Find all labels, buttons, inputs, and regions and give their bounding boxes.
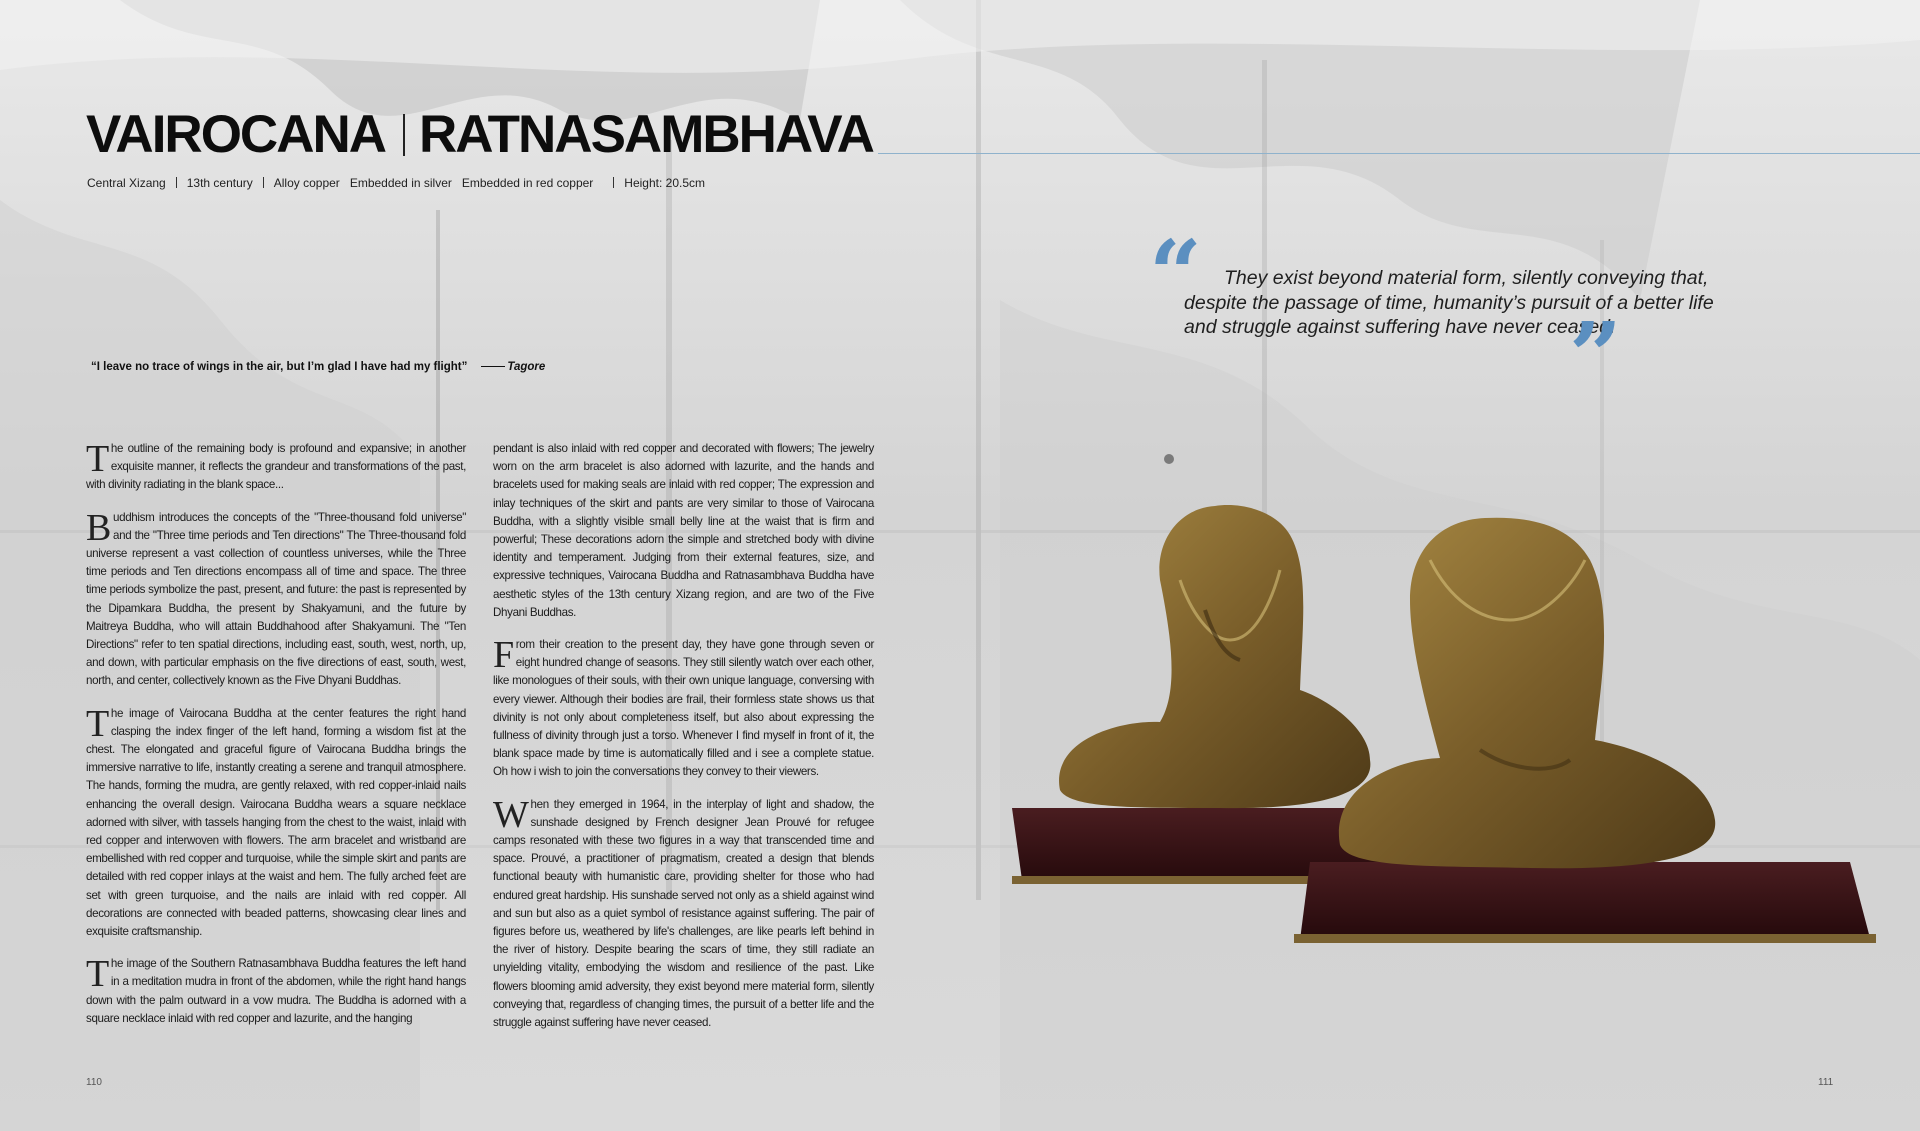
meta-embed-silver: Embedded in silver xyxy=(349,176,452,190)
meta-region: Central Xizang xyxy=(87,176,166,190)
meta-divider xyxy=(613,177,614,188)
artifact-meta xyxy=(87,176,705,190)
drop-cap: B xyxy=(86,506,111,549)
paragraph-text: he outline of the remaining body is profound and expansive; in another exquisite manner, it reflects the grandeur and transformations of the past, with divinity radiating in the blank space... xyxy=(86,442,466,492)
body-paragraph xyxy=(86,955,466,1028)
title-rule xyxy=(878,153,1920,154)
meta-height: Height: 20.5cm xyxy=(624,176,706,190)
paragraph-text: uddhism introduces the concepts of the "Three-thousand fold universe" and the "Three time periods and Ten directions" The Three-thousand fold universe represent a vast collection of countless universes, while the Three time periods and Ten directions encompass all of time and space. The three time periods symbolize the past, present, and future: the past is represented by the Dipamkara Buddha, the present by Shakyamuni, and the future by Maitreya Buddha, who will attain Buddhahood after Shakyamuni. The "Ten Directions" refer to ten spatial directions, including east, south, west, north, up, and down, with particular emphasis on the five directions of east, south, west, north, and center, collectively known as the Five Dhyani Buddhas. xyxy=(86,510,466,688)
body-paragraph xyxy=(86,506,466,691)
meta-period: 13th century xyxy=(186,176,253,190)
paragraph-text: pendant is also inlaid with red copper and decorated with flowers; The jewelry worn on the arm bracelet is also adorned with lazurite, and the hands and bracelets used for making seals are inlaid with red copper; The expression and inlay techniques of the skirt and pants are very similar to those of Vairocana Buddha, with a slightly visible small belly line at the waist that is firm and powerful; These decorations adorn the simple and stretched body with divine identity and temperament. Judging from their external features, size, and expressive techniques, Vairocana Buddha and Ratnasambhava Buddha have aesthetic styles of the 13th century Xizang region, and are two of the Five Dhyani Buddhas. xyxy=(493,442,874,619)
ratnasambhava-statue xyxy=(1294,518,1876,943)
paragraph-text: he image of Vairocana Buddha at the center features the right hand clasping the index finger of the left hand, forming a wisdom fist at the chest. The elongated and graceful figure of Vairocana Buddha brings the immersive narrative to life, instantly creating a serene and tranquil atmosphere. The hands, forming the mudra, are gently relaxed, with red copper-inlaid nails enhancing the overall design. Vairocana Buddha wears a square necklace adorned with silver, with tassels hanging from the chest to the waist, inlaid with red copper and interwoven with flowers. The arm bracelet and wristband are embellished with red copper and turquoise, while the simple skirt and pants are detailed with red copper inlays at the waist and hem. The fully arched feet are set with green turquoise, and the nails are inlaid with red copper. All decorations are connected with beaded patterns, showcasing clear lines and exquisite craftsmanship. xyxy=(86,706,466,939)
drop-cap: F xyxy=(493,634,514,677)
paragraph-text: he image of the Southern Ratnasambhava Buddha features the left hand in a meditation mudra in front of the abdomen, while the right hand hangs down with the palm outward in a vow mudra. The Buddha is adorned with a square necklace inlaid with red copper and lazurite, and the hanging xyxy=(86,957,466,1025)
meta-material: Alloy copper xyxy=(273,176,340,190)
open-quote-mark-icon: “ xyxy=(1149,220,1202,328)
epigraph-quote: “I leave no trace of wings in the air, but I’m glad I have had my flight” xyxy=(91,361,468,373)
epigraph-author: Tagore xyxy=(507,361,546,373)
body-column-left xyxy=(86,440,466,1042)
close-quote-mark-icon: ” xyxy=(1569,302,1622,410)
pull-quote-text: They exist beyond material form, silently conveying that, despite the passage of time, humanity’s pursuit of a better life and struggle against suffering have never ceased. xyxy=(1184,267,1714,338)
epigraph-dash xyxy=(481,366,505,367)
body-paragraph xyxy=(493,440,874,622)
page-title xyxy=(86,105,873,164)
page-number-right: 111 xyxy=(1818,1077,1834,1088)
drop-cap: T xyxy=(86,702,109,745)
drop-cap: T xyxy=(86,438,109,480)
epigraph xyxy=(91,361,545,373)
meta-divider xyxy=(176,177,177,188)
body-column-middle xyxy=(493,440,874,1046)
paragraph-text: rom their creation to the present day, they have gone through seven or eight hundred change of seasons. They still silently watch over each other, like monologues of their souls, with their own unique language, conversing with every viewer. Although their bodies are frail, their formless state shows us that divinity is not only about completeness itself, but also about expressing the fullness of divinity through just a torso. Whenever I find myself in front of it, the blank space made by time is automatically filled and i see a complete statue. Oh how i wish to join the conversations they convey to their viewers. xyxy=(493,638,874,779)
body-paragraph xyxy=(86,440,466,495)
page-number-left: 110 xyxy=(86,1077,102,1088)
title-ratnasambhava: RATNASAMBHAVA xyxy=(419,105,873,164)
title-separator xyxy=(403,114,405,156)
body-paragraph xyxy=(493,793,874,1033)
meta-divider xyxy=(263,177,264,188)
title-vairocana: VAIROCANA xyxy=(86,105,386,164)
meta-embed-copper: Embedded in red copper xyxy=(461,176,594,190)
body-paragraph xyxy=(86,702,466,942)
paragraph-text: hen they emerged in 1964, in the interplay of light and shadow, the sunshade designed by French designer Jean Prouvé for refugee camps resonated with these two figures in a way that transcended time and space. Prouvé, a practitioner of pragmatism, created a design that blends functional beauty with humanistic care, providing shelter for those who had endured great hardship. His sunshade served not only as a shield against wind and sun but also as a quiet symbol of resistance against suffering. The pair of figures before us, weathered by life's challenges, are like pearls left behind in the river of history. Despite bearing the scars of time, they still radiate an unyielding vitality, embodying the wisdom and resilience of the past. Like flowers blooming amid adversity, they exist beyond mere material form, silently conveying that, regardless of changing times, the pursuit of a better life and the struggle against suffering have never ceased. xyxy=(493,797,874,1030)
drop-cap: W xyxy=(493,793,529,836)
body-paragraph xyxy=(493,636,874,782)
buddha-statues-image xyxy=(1010,490,1880,970)
drop-cap: T xyxy=(86,953,109,996)
